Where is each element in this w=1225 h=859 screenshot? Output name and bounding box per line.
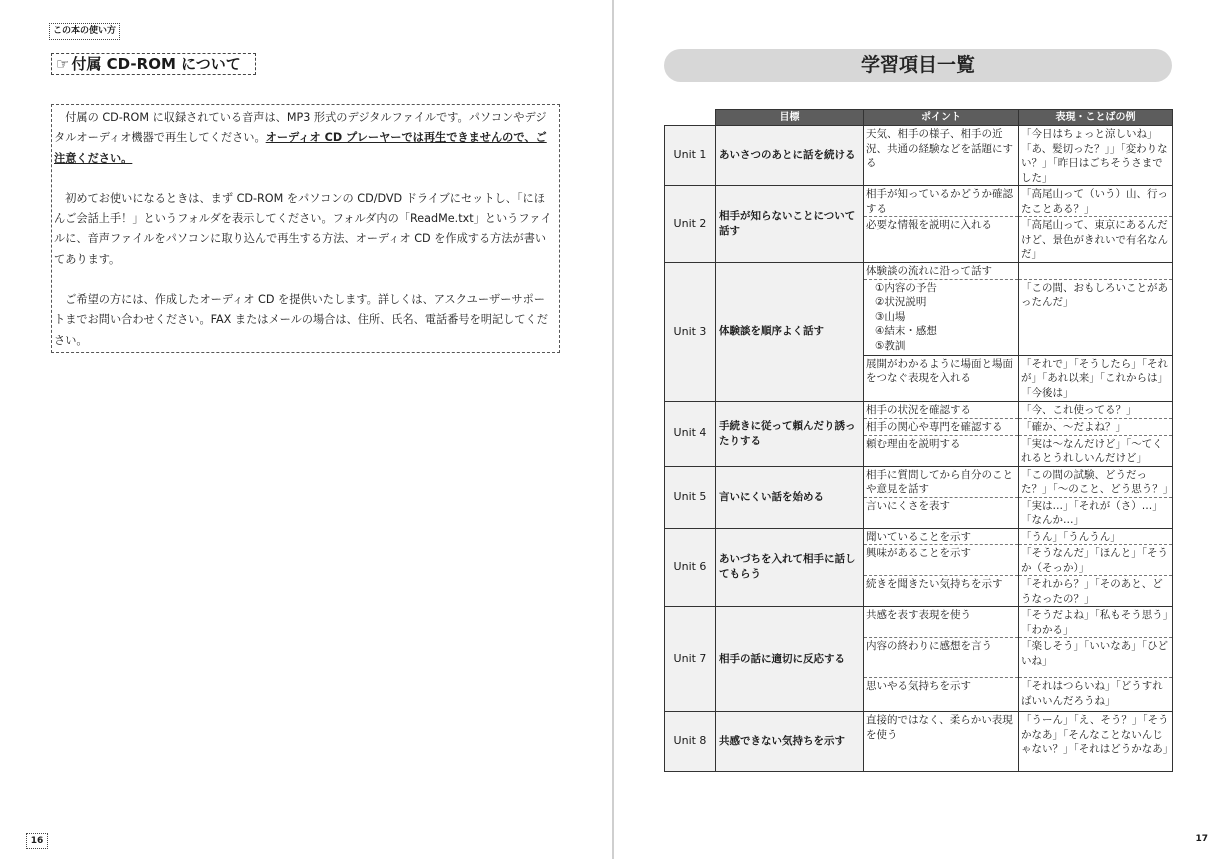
- section-title: [51, 53, 256, 75]
- example-cell: 「それから？」「そのあと、どうなったの？」: [1019, 576, 1173, 607]
- page-number-left: 16: [26, 833, 48, 849]
- example-cell: 「実は～なんだけど」「～てくれるとうれしいんだけど」: [1019, 435, 1173, 466]
- point-cell: 相手に質問してから自分のことや意見を話す: [864, 466, 1019, 497]
- table-row: [665, 607, 1173, 638]
- table-row: [665, 712, 1173, 772]
- point-cell: 言いにくさを表す: [864, 497, 1019, 528]
- point-cell: 頼む理由を説明する: [864, 435, 1019, 466]
- unit-label: Unit 3: [665, 263, 716, 402]
- step-list: [864, 279, 1019, 355]
- point-cell: 興味があることを示す: [864, 545, 1019, 576]
- example-cell: 「今日はちょっと涼しいね」「あ、髪切った？」」「変わりない？」「昨日はごちそうさまでした」: [1019, 126, 1173, 186]
- table-row: [665, 401, 1173, 418]
- point-cell: 体験談の流れに沿って話す: [864, 263, 1019, 280]
- header-label: この本の使い方: [49, 23, 120, 40]
- unit-goal: 共感できない気持ちを示す: [716, 712, 864, 772]
- unit-label: Unit 7: [665, 607, 716, 712]
- cdrom-info-box: [51, 104, 560, 353]
- right-page: [614, 0, 1225, 859]
- warning-text: オーディオ CD プレーヤーでは再生できませんので、ご注意ください。: [54, 131, 547, 165]
- unit-goal: 相手が知らないことについて話す: [716, 186, 864, 263]
- page-number-right: 17: [1195, 834, 1208, 844]
- point-cell: 思いやる気持ちを示す: [864, 678, 1019, 712]
- point-cell: 相手の関心や専門を確認する: [864, 418, 1019, 435]
- header-point: ポイント: [864, 110, 1019, 126]
- example-cell: 「実は…」「それが（さ）…」「なんか…」: [1019, 497, 1173, 528]
- unit-goal: 相手の話に適切に反応する: [716, 607, 864, 712]
- point-cell: 天気、相手の様子、相手の近況、共通の経験などを話題にする: [864, 126, 1019, 186]
- unit-goal: あいづちを入れて相手に話してもらう: [716, 528, 864, 607]
- section-title-text: 付属 CD-ROM について: [71, 55, 241, 73]
- point-cell: 必要な情報を説明に入れる: [864, 217, 1019, 263]
- example-cell: 「今、これ使ってる？」: [1019, 401, 1173, 418]
- example-cell: 「うーん」「え、そう？」「そうかなあ」「そんなことないんじゃない？」「それはどうかなあ」: [1019, 712, 1173, 772]
- table-row: [665, 186, 1173, 217]
- header-examples: 表現・ことばの例: [1019, 110, 1173, 126]
- point-cell: 直接的ではなく、柔らかい表現を使う: [864, 712, 1019, 772]
- point-cell: 内容の終わりに感想を言う: [864, 638, 1019, 678]
- point-cell: 続きを聞きたい気持ちを示す: [864, 576, 1019, 607]
- step-item: ⑤教訓: [875, 339, 906, 352]
- list-title: 学習項目一覧: [664, 49, 1172, 82]
- example-cell: 「この間、おもしろいことがあったんだ」: [1019, 279, 1173, 355]
- example-cell: [1019, 263, 1173, 280]
- paragraph-2: 初めてお使いになるときは、まず CD-ROM をパソコンの CD/DVD ドライブにセットし、「にほんご会話上手！」というフォルダを表示してください。フォルダ内の「ReadMe.txt」というファイルに、音声ファイルをパソコンに取り込んで再生する方法、オーディオ CD を作成する方法が書いてあります。: [54, 191, 552, 266]
- unit-label: Unit 2: [665, 186, 716, 263]
- paragraph-1: 付属の CD-ROM に収録されている音声は、MP3 形式のデジタルファイルです。パソコンやデジタルオーディオ機器で再生してください。オーディオ CD プレーヤーでは再生できませんので、ご注意ください。: [54, 111, 547, 165]
- unit-goal: 体験談を順序よく話す: [716, 263, 864, 402]
- unit-goal: 手続きに従って頼んだり誘ったりする: [716, 401, 864, 466]
- table-row: [665, 263, 1173, 280]
- example-cell: 「高尾山って（いう）山、行ったことある？」: [1019, 186, 1173, 217]
- left-page: [0, 0, 612, 859]
- example-cell: 「そうなんだ」「ほんと」「そうか（そっか）」: [1019, 545, 1173, 576]
- header-goal: 目標: [716, 110, 864, 126]
- unit-goal: あいさつのあとに話を続ける: [716, 126, 864, 186]
- unit-goal: 言いにくい話を始める: [716, 466, 864, 528]
- step-item: ①内容の予告: [875, 281, 937, 294]
- example-cell: 「それはつらいね」「どうすればいいんだろうね」: [1019, 678, 1173, 712]
- unit-label: Unit 6: [665, 528, 716, 607]
- example-cell: 「この間の試験、どうだった？」「～のこと、どう思う？」: [1019, 466, 1173, 497]
- step-item: ②状況説明: [875, 296, 927, 308]
- example-cell: 「楽しそう」「いいなあ」「ひどいね」: [1019, 638, 1173, 678]
- point-cell: 相手の状況を確認する: [864, 401, 1019, 418]
- point-cell: 相手が知っているかどうか確認する: [864, 186, 1019, 217]
- unit-label: Unit 1: [665, 126, 716, 186]
- example-cell: 「うん」「うんうん」: [1019, 528, 1173, 545]
- point-cell: 共感を表す表現を使う: [864, 607, 1019, 638]
- point-cell: 聞いていることを示す: [864, 528, 1019, 545]
- example-cell: 「そうだよね」「私もそう思う」「わかる」: [1019, 607, 1173, 638]
- step-item: ④結末・感想: [875, 325, 937, 337]
- point-cell: 展開がわかるように場面と場面をつなぐ表現を入れる: [864, 355, 1019, 401]
- table-row: [665, 126, 1173, 186]
- unit-label: Unit 4: [665, 401, 716, 466]
- example-cell: 「確か、～だよね？」: [1019, 418, 1173, 435]
- unit-label: Unit 8: [665, 712, 716, 772]
- table-row: [665, 528, 1173, 545]
- table-row: [665, 466, 1173, 497]
- paragraph-3: ご希望の方には、作成したオーディオ CD を提供いたします。詳しくは、アスクユーザーサポートまでお問い合わせください。FAX またはメールの場合は、住所、氏名、電話番号を明記してください。: [54, 293, 548, 347]
- step-item: ③山場: [875, 310, 906, 323]
- unit-label: Unit 5: [665, 466, 716, 528]
- unit-table: [664, 109, 1173, 772]
- example-cell: 「それで」「そうしたら」「それが」「あれ以来」「これからは」「今後は」: [1019, 355, 1173, 401]
- pointing-hand-icon: ☞: [56, 55, 70, 73]
- example-cell: 「高尾山って、東京にあるんだけど、景色がきれいで有名なんだ」: [1019, 217, 1173, 263]
